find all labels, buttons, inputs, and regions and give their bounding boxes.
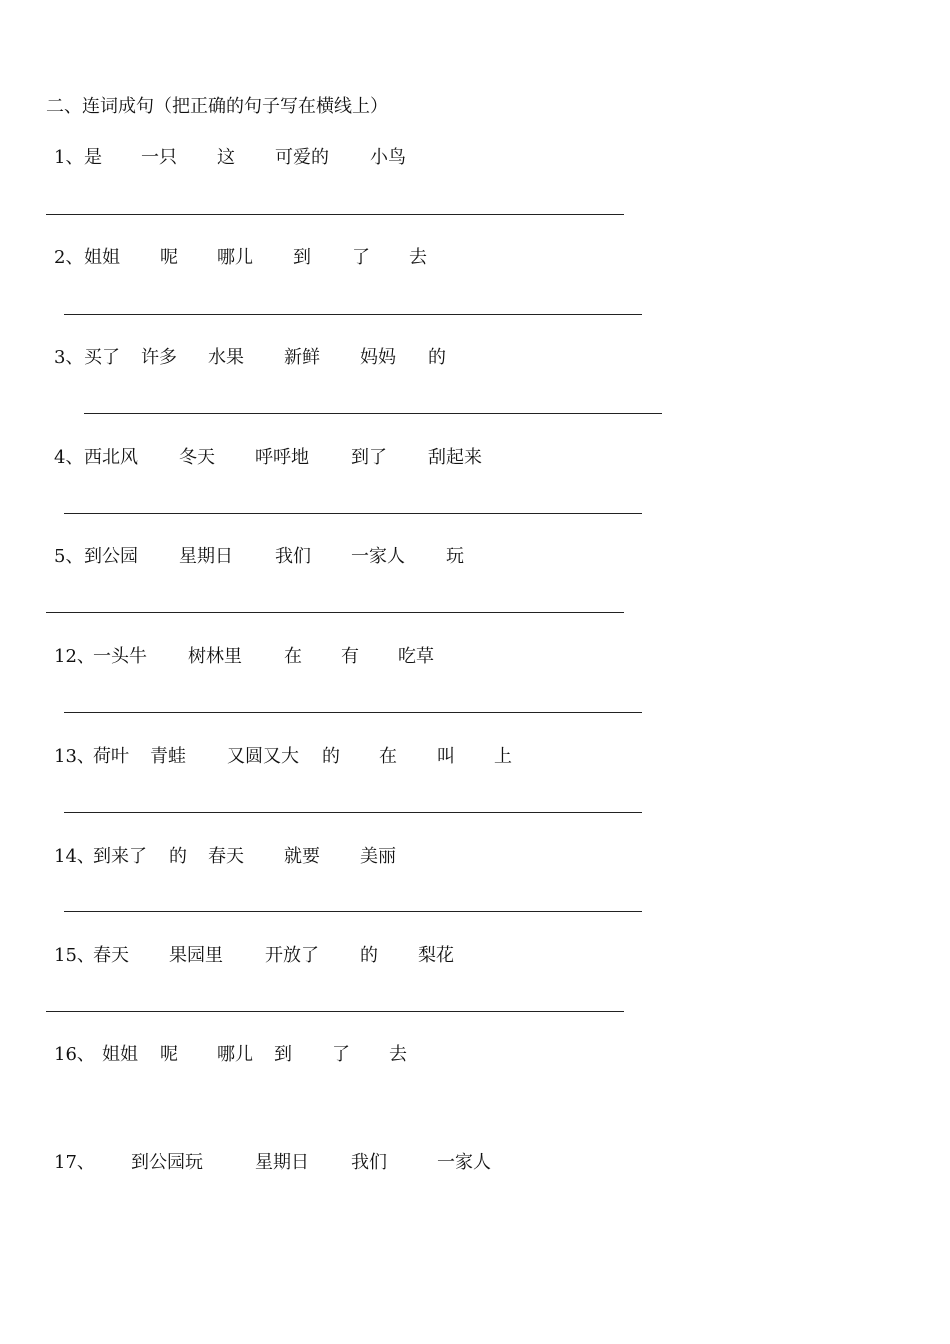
word-tile: 梨花	[418, 945, 454, 966]
word-tile: 这	[217, 147, 235, 168]
word-tile: 星期日	[255, 1152, 309, 1173]
word-tile: 在	[284, 646, 302, 667]
word-tile: 哪儿	[217, 247, 253, 268]
word-tile: 去	[409, 247, 427, 268]
word-tile: 我们	[275, 546, 311, 567]
word-tile: 果园里	[169, 945, 223, 966]
word-tile: 小鸟	[370, 147, 406, 168]
word-tile: 哪儿	[217, 1044, 253, 1065]
word-tile: 到	[274, 1044, 292, 1065]
question-2	[54, 246, 654, 270]
answer-line[interactable]	[64, 314, 642, 315]
word-tile: 到了	[351, 447, 387, 468]
answer-line[interactable]	[46, 612, 624, 613]
question-number: 12、	[54, 646, 95, 667]
word-tile: 呢	[160, 1044, 178, 1065]
word-tile: 西北风	[84, 447, 138, 468]
question-number: 15、	[54, 945, 95, 966]
word-tile: 到	[293, 247, 311, 268]
word-tile: 呼呼地	[255, 447, 309, 468]
answer-line[interactable]	[64, 911, 642, 912]
word-tile: 是	[84, 147, 102, 168]
word-tile: 玩	[446, 546, 464, 567]
section-title: 二、连词成句（把正确的句子写在横线上）	[46, 96, 388, 117]
word-tile: 青蛙	[150, 746, 186, 767]
word-tile: 在	[379, 746, 397, 767]
question-7	[54, 745, 654, 769]
question-3	[54, 346, 654, 370]
answer-line[interactable]	[64, 712, 642, 713]
question-1	[54, 146, 654, 170]
word-tile: 到公园	[84, 546, 138, 567]
word-tile: 买了	[84, 347, 120, 368]
word-tile: 可爱的	[275, 147, 329, 168]
answer-line[interactable]	[64, 812, 642, 813]
word-tile: 的	[360, 945, 378, 966]
question-number: 16、	[54, 1044, 95, 1065]
answer-line[interactable]	[46, 1011, 624, 1012]
word-tile: 水果	[208, 347, 244, 368]
word-tile: 刮起来	[428, 447, 482, 468]
word-tile: 就要	[284, 846, 320, 867]
question-number: 17、	[54, 1152, 95, 1173]
word-tile: 叫	[437, 746, 455, 767]
word-tile: 的	[169, 846, 187, 867]
word-tile: 到公园玩	[131, 1152, 203, 1173]
question-number: 4、	[54, 447, 84, 468]
word-tile: 呢	[160, 247, 178, 268]
answer-line[interactable]	[64, 513, 642, 514]
word-tile: 我们	[351, 1152, 387, 1173]
word-tile: 了	[332, 1044, 350, 1065]
word-tile: 开放了	[265, 945, 319, 966]
word-tile: 又圆又大	[227, 746, 299, 767]
question-number: 2、	[54, 247, 84, 268]
word-tile: 有	[341, 646, 359, 667]
word-tile: 吃草	[398, 646, 434, 667]
word-tile: 姐姐	[102, 1044, 138, 1065]
question-number: 3、	[54, 347, 84, 368]
question-number: 14、	[54, 846, 95, 867]
word-tile: 春天	[208, 846, 244, 867]
question-5	[54, 545, 654, 569]
word-tile: 新鲜	[284, 347, 320, 368]
word-tile: 许多	[141, 347, 177, 368]
word-tile: 的	[428, 347, 446, 368]
word-tile: 树林里	[188, 646, 242, 667]
word-tile: 姐姐	[84, 247, 120, 268]
word-tile: 去	[389, 1044, 407, 1065]
question-4	[54, 446, 654, 470]
word-tile: 星期日	[179, 546, 233, 567]
word-tile: 春天	[93, 945, 129, 966]
question-8	[54, 845, 654, 869]
question-11	[54, 1151, 654, 1175]
word-tile: 妈妈	[360, 347, 396, 368]
word-tile: 冬天	[179, 447, 215, 468]
word-tile: 荷叶	[93, 746, 129, 767]
question-number: 5、	[54, 546, 84, 567]
word-tile: 一头牛	[93, 646, 147, 667]
word-tile: 上	[494, 746, 512, 767]
question-number: 1、	[54, 147, 84, 168]
answer-line[interactable]	[84, 413, 662, 414]
question-number: 13、	[54, 746, 95, 767]
word-tile: 一家人	[437, 1152, 491, 1173]
word-tile: 一只	[141, 147, 177, 168]
answer-line[interactable]	[46, 214, 624, 215]
word-tile: 一家人	[351, 546, 405, 567]
word-tile: 美丽	[360, 846, 396, 867]
word-tile: 到来了	[93, 846, 147, 867]
word-tile: 了	[352, 247, 370, 268]
word-tile: 的	[322, 746, 340, 767]
question-6	[54, 645, 654, 669]
question-9	[54, 944, 654, 968]
question-10	[54, 1043, 654, 1067]
